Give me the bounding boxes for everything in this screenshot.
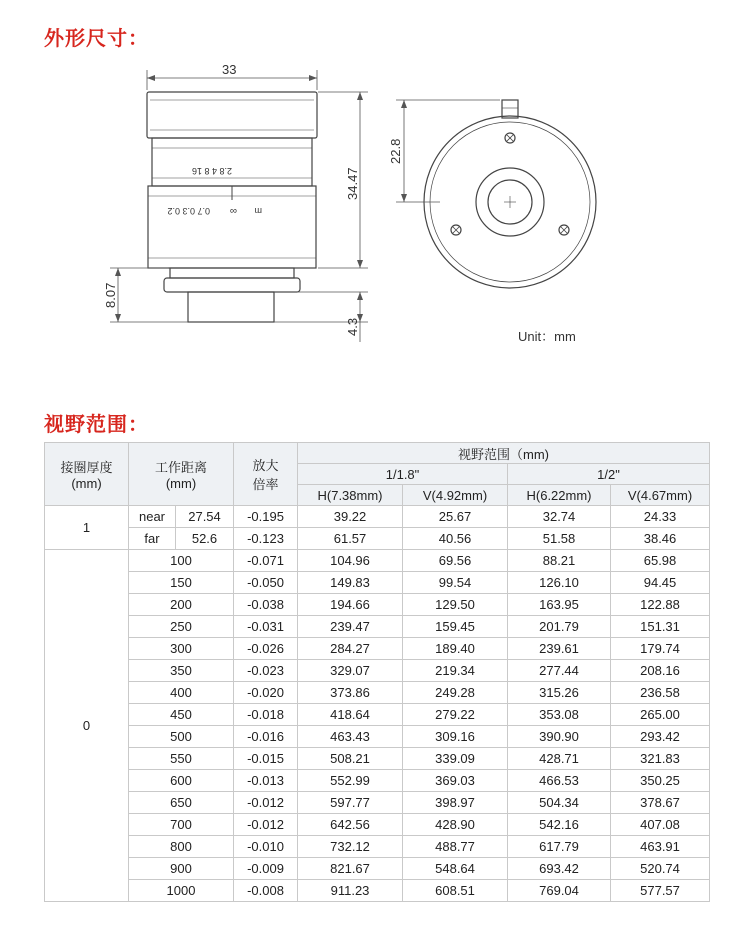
row-distance: 350 (129, 660, 234, 682)
row-magnification: -0.010 (234, 836, 298, 858)
dim-height-label: 34.47 (345, 167, 360, 200)
table-row (45, 682, 710, 704)
row-v-a: 369.03 (403, 770, 508, 792)
row-magnification: -0.016 (234, 726, 298, 748)
row-h-b: 390.90 (508, 726, 611, 748)
row-v-b: 378.67 (611, 792, 710, 814)
row-h-b: 163.95 (508, 594, 611, 616)
row-h-a: 508.21 (298, 748, 403, 770)
row-h-b: 466.53 (508, 770, 611, 792)
row-v-b: 65.98 (611, 550, 710, 572)
aperture-marks: 2.8 4 8 16 (191, 166, 232, 176)
header-spacer (45, 443, 129, 506)
row-v-a: 339.09 (403, 748, 508, 770)
row-distance: 100 (129, 550, 234, 572)
row-h-a: 149.83 (298, 572, 403, 594)
row-h-a: 418.64 (298, 704, 403, 726)
row-magnification: -0.026 (234, 638, 298, 660)
fov-table (44, 442, 710, 902)
row-v-b: 463.91 (611, 836, 710, 858)
row-h-b: 769.04 (508, 880, 611, 902)
table-row (45, 550, 710, 572)
row-distance: 550 (129, 748, 234, 770)
row-magnification: -0.020 (234, 682, 298, 704)
header-spacer-label: 接圈厚度 (60, 460, 113, 475)
header-h-a: H(7.38mm) (298, 485, 403, 506)
table-row (45, 880, 710, 902)
row-distance: 200 (129, 594, 234, 616)
focus-unit: m (254, 206, 262, 216)
spacer-0-cell: 0 (45, 550, 129, 902)
row-distance: 450 (129, 704, 234, 726)
row-v-b: 94.45 (611, 572, 710, 594)
row-v-b: 321.83 (611, 748, 710, 770)
row-v-b: 38.46 (611, 528, 710, 550)
row-v-a: 189.40 (403, 638, 508, 660)
row-h-a: 642.56 (298, 814, 403, 836)
row-v-a: 249.28 (403, 682, 508, 704)
table-row (45, 616, 710, 638)
header-magnification (234, 443, 298, 506)
row-distance: 600 (129, 770, 234, 792)
header-fov: 视野范围（mm) (298, 443, 710, 464)
row-tag: near (129, 506, 176, 528)
table-row (45, 770, 710, 792)
row-h-a: 597.77 (298, 792, 403, 814)
row-v-a: 279.22 (403, 704, 508, 726)
row-magnification: -0.012 (234, 792, 298, 814)
header-v-a: V(4.92mm) (403, 485, 508, 506)
row-v-a: 608.51 (403, 880, 508, 902)
row-magnification: -0.050 (234, 572, 298, 594)
header-spacer-unit: (mm) (71, 476, 102, 491)
row-v-a: 488.77 (403, 836, 508, 858)
row-v-b: 24.33 (611, 506, 710, 528)
row-tag: far (129, 528, 176, 550)
row-v-a: 129.50 (403, 594, 508, 616)
spacer-1-cell: 1 (45, 506, 129, 550)
header-h-b: H(6.22mm) (508, 485, 611, 506)
row-h-b: 693.42 (508, 858, 611, 880)
mount-barrel (188, 292, 274, 322)
row-v-a: 99.54 (403, 572, 508, 594)
row-distance: 300 (129, 638, 234, 660)
row-distance: 500 (129, 726, 234, 748)
row-v-a: 159.45 (403, 616, 508, 638)
locking-screw (502, 100, 518, 118)
infinity-mark: ∞ (229, 205, 237, 216)
aperture-ring (152, 138, 312, 186)
dim-width-label: 33 (222, 62, 237, 77)
row-v-a: 219.34 (403, 660, 508, 682)
row-v-a: 309.16 (403, 726, 508, 748)
dim-radius-label: 22.8 (388, 138, 403, 164)
row-h-a: 194.66 (298, 594, 403, 616)
unit-label: Unit：mm (518, 329, 576, 344)
table-row (45, 638, 710, 660)
header-sensor-a: 1/1.8" (298, 464, 508, 485)
row-magnification: -0.018 (234, 704, 298, 726)
row-h-b: 32.74 (508, 506, 611, 528)
row-v-b: 577.57 (611, 880, 710, 902)
row-distance: 1000 (129, 880, 234, 902)
table-row (45, 726, 710, 748)
table-row (45, 572, 710, 594)
table-row (45, 792, 710, 814)
row-v-b: 350.25 (611, 770, 710, 792)
row-magnification: -0.009 (234, 858, 298, 880)
row-magnification: -0.008 (234, 880, 298, 902)
row-h-b: 315.26 (508, 682, 611, 704)
lens-top-cap (147, 92, 317, 138)
row-h-b: 428.71 (508, 748, 611, 770)
row-h-a: 329.07 (298, 660, 403, 682)
row-h-a: 284.27 (298, 638, 403, 660)
row-h-a: 39.22 (298, 506, 403, 528)
table-row (45, 814, 710, 836)
row-v-b: 520.74 (611, 858, 710, 880)
row-distance: 52.6 (176, 528, 234, 550)
row-magnification: -0.015 (234, 748, 298, 770)
row-h-b: 88.21 (508, 550, 611, 572)
row-magnification: -0.038 (234, 594, 298, 616)
table-row (45, 704, 710, 726)
fov-section-title: 视野范围： (44, 412, 149, 436)
row-v-b: 122.88 (611, 594, 710, 616)
row-magnification: -0.013 (234, 770, 298, 792)
row-distance: 650 (129, 792, 234, 814)
row-magnification: -0.031 (234, 616, 298, 638)
row-magnification: -0.123 (234, 528, 298, 550)
row-v-a: 548.64 (403, 858, 508, 880)
row-v-b: 179.74 (611, 638, 710, 660)
row-h-a: 463.43 (298, 726, 403, 748)
row-h-b: 504.34 (508, 792, 611, 814)
row-distance: 800 (129, 836, 234, 858)
row-h-a: 552.99 (298, 770, 403, 792)
row-h-a: 911.23 (298, 880, 403, 902)
row-v-a: 428.90 (403, 814, 508, 836)
table-row (45, 594, 710, 616)
row-h-a: 373.86 (298, 682, 403, 704)
focus-marks: 0.7 0.3 0.2 (167, 206, 210, 216)
row-h-a: 732.12 (298, 836, 403, 858)
header-distance (129, 443, 234, 506)
dim-thread-label: 8.07 (103, 282, 118, 308)
row-magnification: -0.195 (234, 506, 298, 528)
row-h-b: 239.61 (508, 638, 611, 660)
row-h-a: 821.67 (298, 858, 403, 880)
row-h-a: 104.96 (298, 550, 403, 572)
row-v-a: 69.56 (403, 550, 508, 572)
header-distance-label: 工作距离 (155, 460, 208, 475)
row-h-b: 353.08 (508, 704, 611, 726)
row-v-a: 40.56 (403, 528, 508, 550)
row-magnification: -0.023 (234, 660, 298, 682)
row-distance: 400 (129, 682, 234, 704)
header-v-b: V(4.67mm) (611, 485, 710, 506)
table-row (45, 506, 710, 528)
row-v-a: 25.67 (403, 506, 508, 528)
header-mag-line1: 放大 (252, 458, 279, 473)
row-v-b: 151.31 (611, 616, 710, 638)
dim-flange-label: 4.3 (345, 317, 360, 336)
lens-mount (170, 268, 294, 278)
row-h-a: 61.57 (298, 528, 403, 550)
row-h-b: 277.44 (508, 660, 611, 682)
row-distance: 250 (129, 616, 234, 638)
row-distance: 27.54 (176, 506, 234, 528)
row-v-b: 208.16 (611, 660, 710, 682)
header-sensor-b: 1/2" (508, 464, 710, 485)
table-row (45, 748, 710, 770)
row-v-b: 407.08 (611, 814, 710, 836)
row-v-a: 398.97 (403, 792, 508, 814)
row-h-b: 542.16 (508, 814, 611, 836)
row-v-b: 293.42 (611, 726, 710, 748)
row-h-b: 126.10 (508, 572, 611, 594)
table-row (45, 836, 710, 858)
row-distance: 150 (129, 572, 234, 594)
dimensions-section-title: 外形尺寸： (44, 26, 149, 50)
row-distance: 900 (129, 858, 234, 880)
mount-thread (164, 278, 300, 292)
header-mag-line2: 倍率 (252, 477, 279, 492)
row-distance: 700 (129, 814, 234, 836)
table-row (45, 528, 710, 550)
header-distance-unit: (mm) (165, 476, 197, 491)
row-v-b: 265.00 (611, 704, 710, 726)
row-h-b: 51.58 (508, 528, 611, 550)
row-magnification: -0.071 (234, 550, 298, 572)
lens-dimension-drawing (0, 50, 750, 380)
row-h-a: 239.47 (298, 616, 403, 638)
row-h-b: 201.79 (508, 616, 611, 638)
row-h-b: 617.79 (508, 836, 611, 858)
row-magnification: -0.012 (234, 814, 298, 836)
table-row (45, 858, 710, 880)
row-v-b: 236.58 (611, 682, 710, 704)
table-row (45, 660, 710, 682)
